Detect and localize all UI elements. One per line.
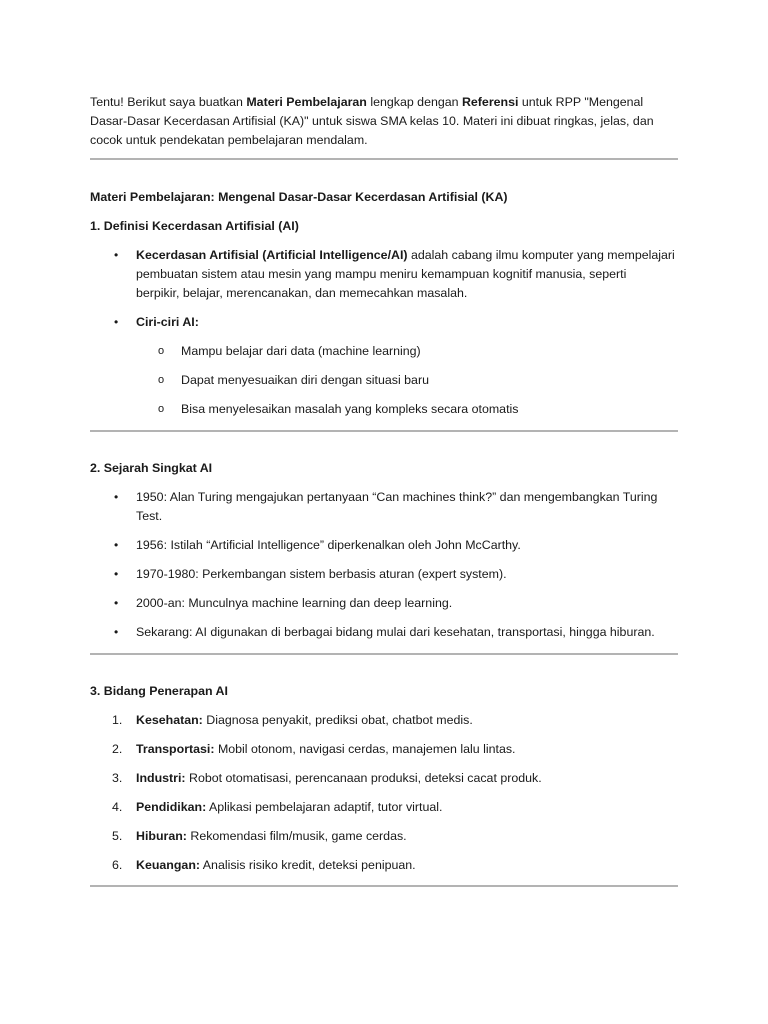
bullet-dot: • bbox=[114, 490, 119, 504]
application-text: Aplikasi pembelajaran adaptif, tutor virtual. bbox=[206, 800, 443, 814]
history-item: 1970-1980: Perkembangan sistem berbasis aturan (expert system). bbox=[136, 567, 507, 581]
characteristics-label: Ciri-ciri AI: bbox=[136, 315, 199, 329]
application-item bbox=[136, 739, 686, 759]
bullet-text: adalah cabang ilmu komputer yang mempelajari bbox=[407, 248, 675, 262]
application-item bbox=[136, 855, 686, 875]
section-1-heading bbox=[90, 216, 680, 236]
horizontal-rule bbox=[90, 430, 678, 432]
bullet-ai-definition-line-2: pembuatan sistem atau mesin yang mampu meniru kemampuan kognitif manusia, seperti bbox=[136, 267, 627, 281]
intro-bold-materi: Materi Pembelajaran bbox=[246, 95, 367, 109]
application-text: Analisis risiko kredit, deteksi penipuan. bbox=[200, 858, 416, 872]
sub-bullet-marker: o bbox=[158, 345, 165, 357]
application-text: Rekomendasi film/musik, game cerdas. bbox=[186, 829, 407, 843]
history-item: Sekarang: AI digunakan di berbagai bidang mulai dari kesehatan, transportasi, hingga hiburan. bbox=[136, 625, 655, 639]
intro-bold-referensi: Referensi bbox=[461, 95, 519, 109]
bullet-dot: • bbox=[114, 625, 119, 639]
application-label: Kesehatan: bbox=[136, 713, 203, 727]
ai-term-bold: Kecerdasan Artifisial (Artificial Intelligence/AI) bbox=[136, 248, 408, 262]
heading-text: 3. Bidang Penerapan AI bbox=[90, 684, 228, 698]
list-number: 2. bbox=[112, 742, 123, 756]
sub-list-item: Dapat menyesuaikan diri dengan situasi baru bbox=[181, 373, 429, 387]
bullet-dot: • bbox=[114, 248, 119, 262]
section-2-heading bbox=[90, 458, 680, 478]
intro-text: lengkap dengan bbox=[366, 95, 462, 109]
history-item: 2000-an: Munculnya machine learning dan deep learning. bbox=[136, 596, 453, 610]
intro-line-3: cocok untuk pendekatan pembelajaran mendalam. bbox=[90, 133, 368, 147]
history-item: 1956: Istilah “Artificial Intelligence” diperkenalkan oleh John McCarthy. bbox=[136, 538, 521, 552]
intro-text: Tentu! Berikut saya buatkan bbox=[90, 95, 247, 109]
application-item bbox=[136, 710, 686, 730]
application-text: Mobil otonom, navigasi cerdas, manajemen lalu lintas. bbox=[214, 742, 516, 756]
document-title bbox=[90, 187, 680, 207]
application-label: Pendidikan: bbox=[136, 800, 207, 814]
intro-line-2: Dasar-Dasar Kecerdasan Artifisial (KA)" untuk siswa SMA kelas 10. Materi ini dibuat ringkas, jelas, dan bbox=[90, 114, 654, 128]
bullet-dot: • bbox=[114, 315, 119, 329]
sub-bullet-marker: o bbox=[158, 403, 165, 415]
application-text: Robot otomatisasi, perencanaan produksi, deteksi cacat produk. bbox=[185, 771, 542, 785]
list-number: 4. bbox=[112, 800, 123, 814]
list-number: 6. bbox=[112, 858, 123, 872]
list-number: 3. bbox=[112, 771, 123, 785]
history-item-line-1: 1950: Alan Turing mengajukan pertanyaan “Can machines think?” dan mengembangkan Turing bbox=[136, 490, 658, 504]
application-item bbox=[136, 768, 686, 788]
list-number: 5. bbox=[112, 829, 123, 843]
sub-list-item: Bisa menyelesaikan masalah yang kompleks secara otomatis bbox=[181, 402, 519, 416]
sub-list-item: Mampu belajar dari data (machine learning) bbox=[181, 344, 421, 358]
bullet-ai-definition-line-3: berpikir, belajar, merencanakan, dan memecahkan masalah. bbox=[136, 286, 468, 300]
list-number: 1. bbox=[112, 713, 123, 727]
bullet-ai-definition-line-1 bbox=[136, 245, 686, 265]
history-item-line-2: Test. bbox=[136, 509, 163, 523]
heading-text: 1. Definisi Kecerdasan Artifisial (AI) bbox=[90, 219, 299, 233]
application-label: Industri: bbox=[136, 771, 186, 785]
heading-text: 2. Sejarah Singkat AI bbox=[90, 461, 213, 475]
bullet-dot: • bbox=[114, 538, 119, 552]
application-label: Hiburan: bbox=[136, 829, 187, 843]
horizontal-rule bbox=[90, 158, 678, 160]
horizontal-rule bbox=[90, 885, 678, 887]
application-item bbox=[136, 797, 686, 817]
bullet-dot: • bbox=[114, 596, 119, 610]
application-label: Keuangan: bbox=[136, 858, 201, 872]
horizontal-rule bbox=[90, 653, 678, 655]
application-label: Transportasi: bbox=[136, 742, 215, 756]
application-text: Diagnosa penyakit, prediksi obat, chatbot medis. bbox=[202, 713, 473, 727]
intro-line-1 bbox=[90, 92, 680, 112]
intro-text: untuk RPP "Mengenal bbox=[518, 95, 644, 109]
bullet-dot: • bbox=[114, 567, 119, 581]
title-text: Materi Pembelajaran: Mengenal Dasar-Dasar Kecerdasan Artifisial (KA) bbox=[90, 190, 508, 204]
application-item bbox=[136, 826, 686, 846]
sub-bullet-marker: o bbox=[158, 374, 165, 386]
bullet-ai-characteristics bbox=[136, 312, 686, 332]
section-3-heading bbox=[90, 681, 680, 701]
